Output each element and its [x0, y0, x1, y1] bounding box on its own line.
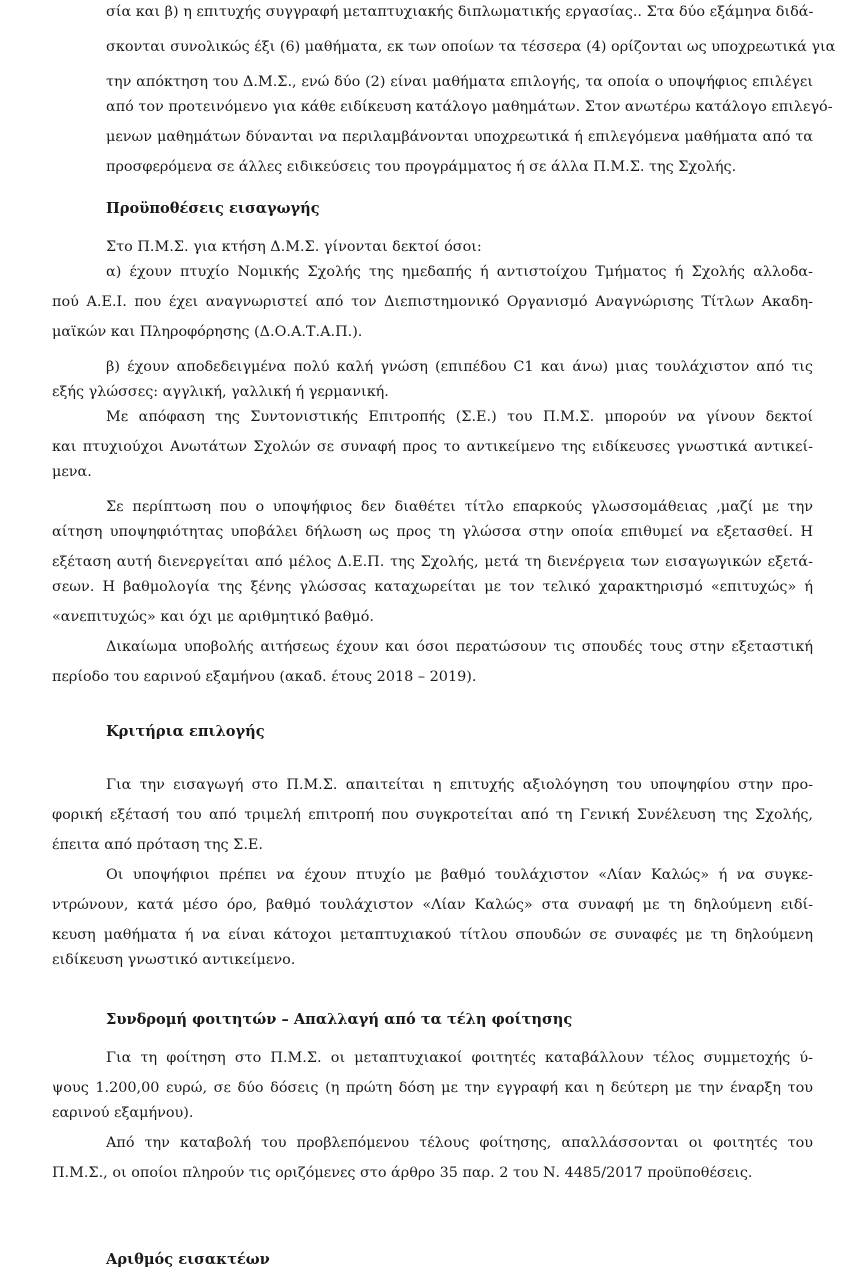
section-heading-fees: Συνδρομή φοιτητών – Απαλλαγή από τα τέλη φοίτησης — [106, 1011, 573, 1028]
intro-line: την απόκτηση του Δ.Μ.Σ., ενώ δύο (2) είναι μαθήματα επιλογής, τα οποία ο υποψήφιος επιλέγει — [106, 74, 813, 90]
admission-line: και πτυχιούχοι Ανωτάτων Σχολών σε συναφή προς το αντικείμενο της ειδίκευσες γνωστικά αντικεί- — [52, 439, 813, 455]
intro-line: σία και β) η επιτυχής συγγραφή μεταπτυχιακής διπλωματικής εργασίας.. Στα δύο εξάμηνα διδά- — [106, 4, 814, 20]
criteria-line: φορική εξέτασή του από τριμελή επιτροπή που συγκροτείται από τη Γενική Συνέλευση της Σχολής, — [52, 807, 813, 823]
admission-line: Στο Π.Μ.Σ. για κτήση Δ.Μ.Σ. γίνονται δεκτοί όσοι: — [106, 239, 482, 255]
fees-line: εαρινού εξαμήνου). — [52, 1105, 194, 1121]
intro-line: προσφερόμενα σε άλλες ειδικεύσεις του προγράμματος ή σε άλλα Π.Μ.Σ. της Σχολής. — [106, 159, 737, 175]
fees-line: Π.Μ.Σ., οι οποίοι πληρούν τις οριζόμενες στο άρθρο 35 παρ. 2 του Ν. 4485/2017 προϋποθέσεις. — [52, 1165, 753, 1181]
criteria-line: κευση μαθήματα ή να είναι κάτοχοι μεταπτυχιακού τίτλου σπουδών σε συναφές με τη δηλούμενη — [52, 927, 813, 943]
section-heading-admission: Προϋποθέσεις εισαγωγής — [106, 200, 320, 217]
criteria-line: ειδίκευση γνωστικό αντικείμενο. — [52, 952, 296, 968]
section-heading-criteria: Κριτήρια επιλογής — [106, 723, 265, 740]
intro-line: από τον προτεινόμενο για κάθε ειδίκευση κατάλογο μαθημάτων. Στον ανωτέρω κατάλογο επιλεγό- — [106, 99, 833, 115]
admission-line: β) έχουν αποδεδειγμένα πολύ καλή γνώση (επιπέδου C1 και άνω) μιας τουλάχιστον από τις — [106, 359, 813, 375]
admission-line: Σε περίπτωση που ο υποψήφιος δεν διαθέτει τίτλο επαρκούς γλωσσομάθειας ,μαζί με την — [106, 499, 813, 515]
intro-line: σκονται συνολικώς έξι (6) μαθήματα, εκ των οποίων τα τέσσερα (4) ορίζονται ως υποχρεωτικά για — [106, 39, 836, 55]
fees-line: Για τη φοίτηση στο Π.Μ.Σ. οι μεταπτυχιακοί φοιτητές καταβάλλουν τέλος συμμετοχής ύ- — [106, 1050, 813, 1066]
admission-line: εξής γλώσσες: αγγλική, γαλλική ή γερμανική. — [52, 384, 389, 400]
admission-line: περίοδο του εαρινού εξαμήνου (ακαδ. έτους 2018 – 2019). — [52, 669, 477, 685]
admission-line: Με απόφαση της Συντονιστικής Επιτροπής (Σ.Ε.) του Π.Μ.Σ. μπορούν να γίνουν δεκτοί — [106, 409, 813, 425]
fees-line: Από την καταβολή του προβλεπόμενου τέλους φοίτησης, απαλλάσσονται οι φοιτητές του — [106, 1135, 813, 1151]
intro-line: μενων μαθημάτων δύνανται να περιλαμβάνονται υποχρεωτικά ή επιλεγόμενα μαθήματα από τα — [106, 129, 813, 145]
admission-line: Δικαίωμα υποβολής αιτήσεως έχουν και όσοι περατώσουν τις σπουδές τους στην εξεταστική — [106, 639, 813, 655]
section-heading-number: Αριθμός εισακτέων — [106, 1251, 270, 1268]
criteria-line: έπειτα από πρόταση της Σ.Ε. — [52, 837, 264, 853]
admission-line: πού Α.Ε.Ι. που έχει αναγνωριστεί από τον Διεπιστημονικό Οργανισμό Αναγνώρισης Τίτλων Ακαδη- — [52, 294, 813, 310]
admission-line: μενα. — [52, 464, 92, 480]
admission-line: «ανεπιτυχώς» και όχι με αριθμητικό βαθμό. — [52, 609, 374, 625]
admission-line: σεων. Η βαθμολογία της ξένης γλώσσας καταχωρείται με τον τελικό χαρακτηρισμό «επιτυχώς» ή — [52, 579, 813, 595]
admission-line: μαϊκών και Πληροφόρησης (Δ.Ο.Α.Τ.Α.Π.). — [52, 324, 363, 340]
criteria-line: Οι υποψήφιοι πρέπει να έχουν πτυχίο με βαθμό τουλάχιστον «Λίαν Καλώς» ή να συγκε- — [106, 867, 813, 883]
admission-line: α) έχουν πτυχίο Νομικής Σχολής της ημεδαπής ή αντιστοίχου Τμήματος ή Σχολής αλλοδα- — [106, 264, 813, 280]
criteria-line: ντρώνουν, κατά μέσο όρο, βαθμό τουλάχιστον «Λίαν Καλώς» στα συναφή με τη δηλούμενη ειδί- — [52, 897, 813, 913]
fees-line: ψους 1.200,00 ευρώ, σε δύο δόσεις (η πρώτη δόση με την εγγραφή και η δεύτερη με την έναρξη του — [52, 1080, 813, 1096]
admission-line: αίτηση υποψηφιότητας υποβάλει δήλωση ως προς τη γλώσσα στην οποία επιθυμεί να εξετασθεί. Η — [52, 524, 813, 540]
admission-line: εξέταση αυτή διενεργείται από μέλος Δ.Ε.Π. της Σχολής, μετά τη διενέργεια των εισαγωγικών εξετά- — [52, 554, 813, 570]
criteria-line: Για την εισαγωγή στο Π.Μ.Σ. απαιτείται η επιτυχής αξιολόγηση του υποψηφίου στην προ- — [106, 777, 813, 793]
